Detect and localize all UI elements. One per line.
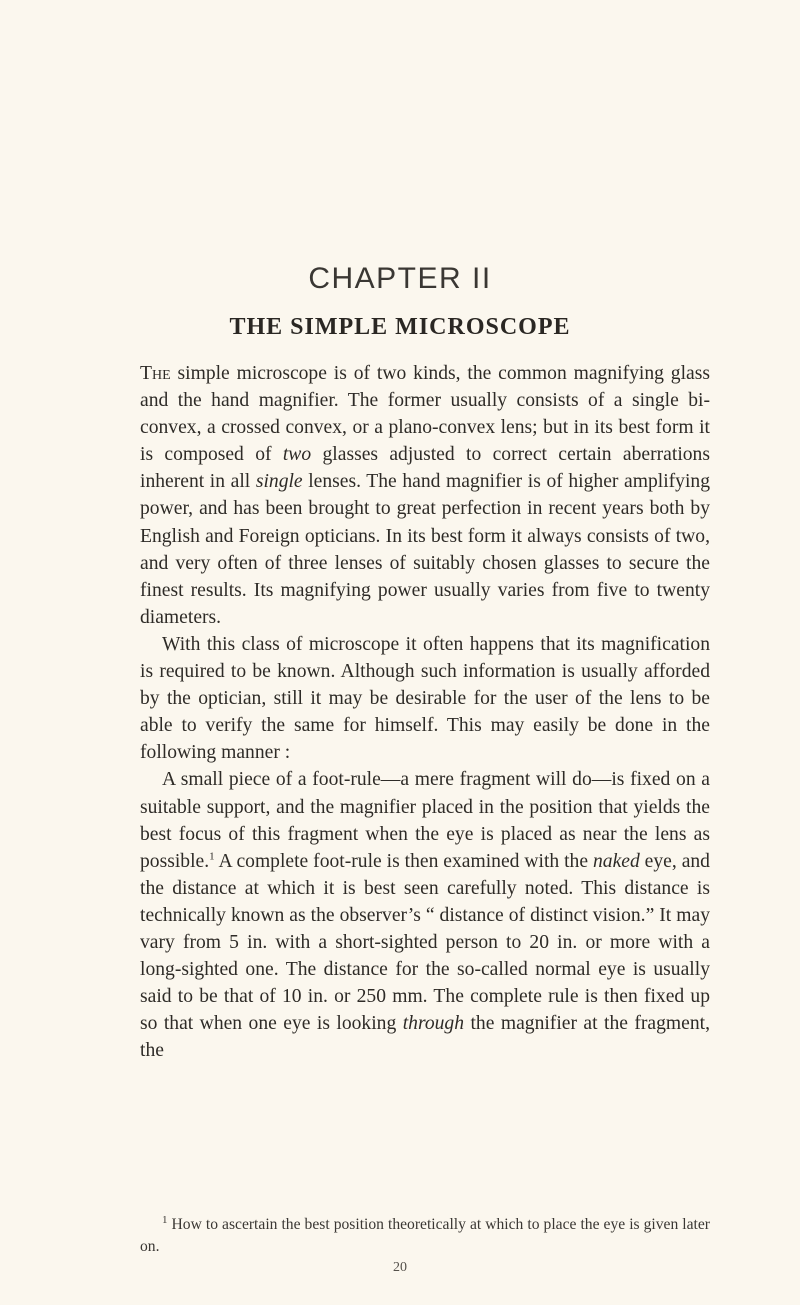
footnote-body xyxy=(140,1214,710,1258)
paragraph-1 xyxy=(140,360,710,631)
paragraph-3 xyxy=(140,766,710,1064)
emphasis-naked: naked xyxy=(592,850,640,872)
paragraph-3-part-b: A complete foot-rule is then examined with the xyxy=(214,850,593,872)
footnote-marker: 1 xyxy=(162,1213,168,1226)
paragraph-1-part-a: simple microscope is of two kinds, the common magnifying glass and the hand magnifier. The former usually consists of a single bi-convex, a crossed convex, or a plano-convex lens; but in its best form it is composed of xyxy=(140,363,710,466)
paragraph-3-part-a: A small piece of a foot-rule—a mere fragment will do—is fixed on a suitable support, and the magnifier placed in the position that yields the best focus of this fragment when the eye is placed as near the lens as possible. xyxy=(140,769,710,872)
chapter-title: THE SIMPLE MICROSCOPE xyxy=(229,314,571,340)
emphasis-single: single xyxy=(255,471,303,493)
footnote-reference: 1 xyxy=(209,850,215,863)
chapter-heading: CHAPTER II xyxy=(308,262,492,295)
paragraph-1-part-b: glasses adjusted to correct certain aberrations inherent in all xyxy=(140,444,710,493)
paragraph-3-part-d: the magnifier at the fragment, the xyxy=(140,1013,710,1062)
page-number: 20 xyxy=(393,1260,407,1275)
paragraph-lead-word: The xyxy=(140,363,171,384)
emphasis-through: through xyxy=(402,1013,465,1035)
paragraph-1-part-c: lenses. The hand magnifier is of higher amplifying power, and has been brought to great perfection in recent years both by English and Foreign opticians. In its best form it always consists of two, and very often of three lenses of suitably chosen glasses to secure the finest results. Its magnifying power usually varies from five to twenty diameters. xyxy=(140,471,711,628)
body-text xyxy=(140,360,710,1064)
footnote xyxy=(140,1214,710,1258)
paragraph-2: With this class of microscope it often happens that its magnification is required to be known. Although such information is usually afforded by the optician, still it may be desirable for the user of the lens to be able to verify the same for himself. This may easily be done in the following manner : xyxy=(140,633,710,764)
emphasis-two: two xyxy=(282,444,312,466)
footnote-text: How to ascertain the best position theoretically at which to place the eye is given later on. xyxy=(140,1216,710,1255)
paragraph-3-part-c: eye, and the distance at which it is best seen carefully noted. This distance is technically known as the observer’s “ distance of distinct vision.” It may vary from 5 in. with a short-sighted person to 20 in. or more with a long-sighted one. The distance for the so-called normal eye is usually said to be that of 10 in. or 250 mm. The complete rule is then fixed up so that when one eye is looking xyxy=(140,850,710,1035)
